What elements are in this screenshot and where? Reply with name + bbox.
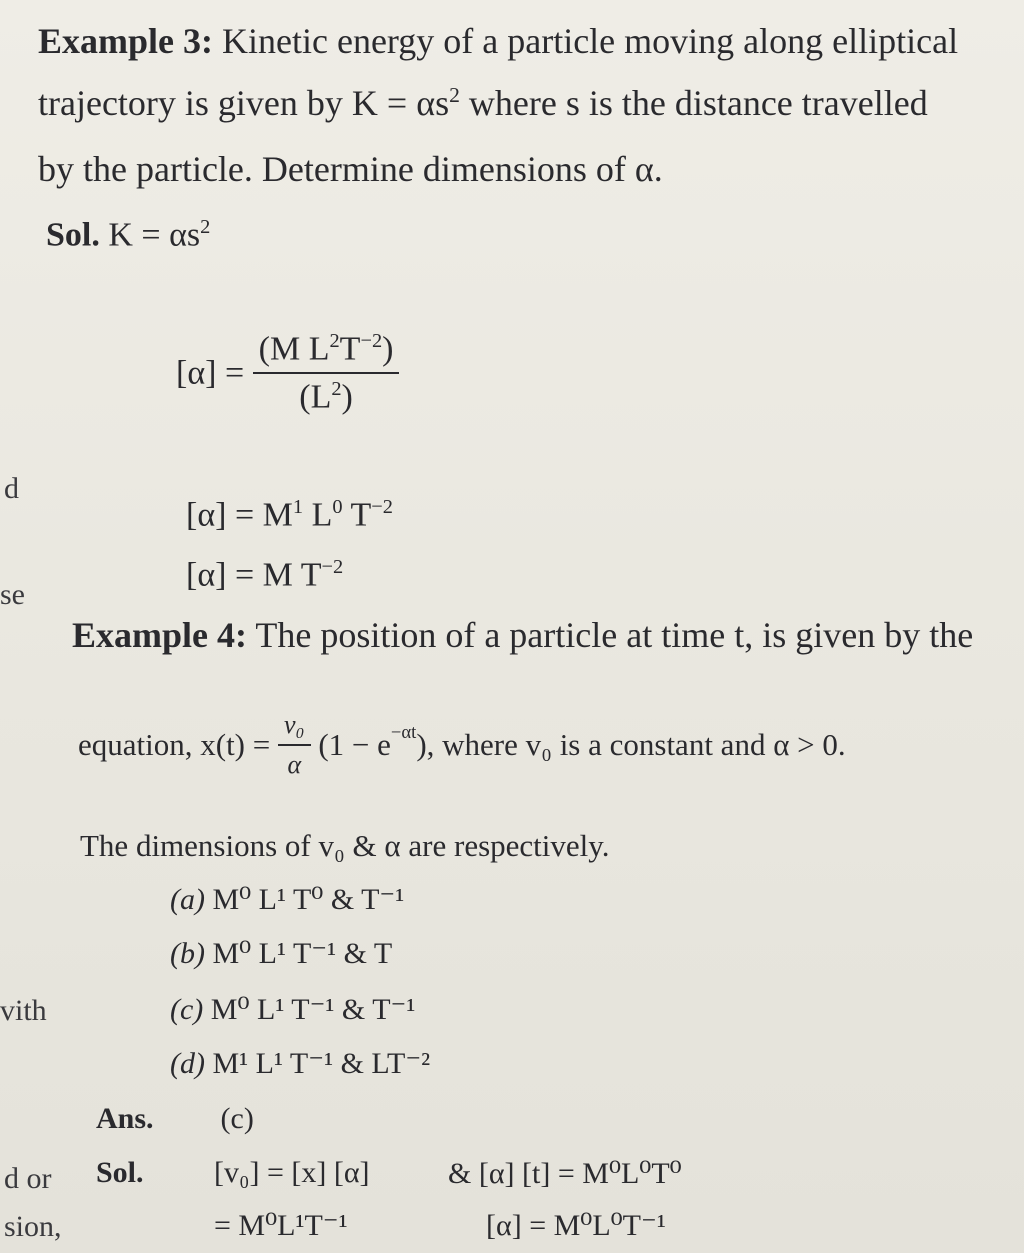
example4-label: Example 4: bbox=[72, 615, 247, 655]
dimension-fraction bbox=[253, 330, 400, 417]
solution-row2-left: = M⁰L¹T⁻¹ bbox=[214, 1209, 348, 1242]
example4-equation: equation, x(t) = $\frac{\text{v₀}}{\alpha}$ $(1 - e^{-\alpha t})$, where v₀ is a constant and α > 0. bbox=[78, 710, 846, 779]
alpha-fraction-equation: [α] = $\frac{(M L^2T^{-2})}{(L^2)}$ bbox=[176, 330, 399, 417]
example3-line1: Example 3: Kinetic energy of a particle moving along elliptical bbox=[38, 21, 959, 61]
option-b: (b) M⁰ L¹ T⁻¹ & T bbox=[170, 937, 393, 970]
answer-value: (c) bbox=[220, 1102, 254, 1135]
example4-question: The dimensions of v₀ & α are respectively. bbox=[80, 828, 610, 863]
option-d: (d) M¹ L¹ T⁻¹ & LT⁻² bbox=[170, 1047, 431, 1080]
answer-label: Ans. bbox=[96, 1102, 154, 1135]
edge-fragment: d bbox=[4, 472, 19, 505]
example3-line3: by the particle. Determine dimensions of α. bbox=[38, 149, 663, 189]
edge-fragment: d or bbox=[4, 1162, 52, 1195]
example4-line1: Example 4: The position of a particle at time t, is given by the bbox=[72, 615, 974, 655]
edge-fragment: vith bbox=[0, 994, 47, 1027]
example3-label: Example 3: bbox=[38, 21, 213, 61]
solution-row1-left: [v₀] = [x] [α] bbox=[214, 1156, 370, 1189]
option-a: (a) M⁰ L¹ T⁰ & T⁻¹ bbox=[170, 883, 405, 916]
example3-solution-eq: Sol. $K = \alpha s^2$ bbox=[46, 216, 211, 254]
v0-over-alpha-fraction: $\frac{\text{v₀}}{\alpha}$ bbox=[278, 710, 311, 780]
edge-fragment: sion, bbox=[4, 1210, 62, 1243]
solution-row2-right: [α] = M⁰L⁰T⁻¹ bbox=[486, 1209, 666, 1242]
edge-fragment: se bbox=[0, 578, 25, 611]
option-c: (c) M⁰ L¹ T⁻¹ & T⁻¹ bbox=[170, 993, 416, 1026]
fraction-numerator: (M $L^2T^{-2}$) bbox=[253, 330, 400, 374]
example3-line2: trajectory is given by $K = \alpha s^2$ where s is the distance travelled bbox=[38, 83, 928, 123]
alpha-step3: [α] = M $T^{-2}$ bbox=[186, 556, 344, 594]
answer-line bbox=[96, 1102, 254, 1136]
solution-row1-right: & [α] [t] = M⁰L⁰T⁰ bbox=[448, 1157, 682, 1190]
fraction-denominator: $(L^2)$ bbox=[299, 378, 353, 416]
alpha-step2: $[\alpha] = M^1$ $L^0$ $T^{-2}$ bbox=[186, 496, 393, 534]
example4-solution-label: Sol. bbox=[96, 1156, 144, 1189]
